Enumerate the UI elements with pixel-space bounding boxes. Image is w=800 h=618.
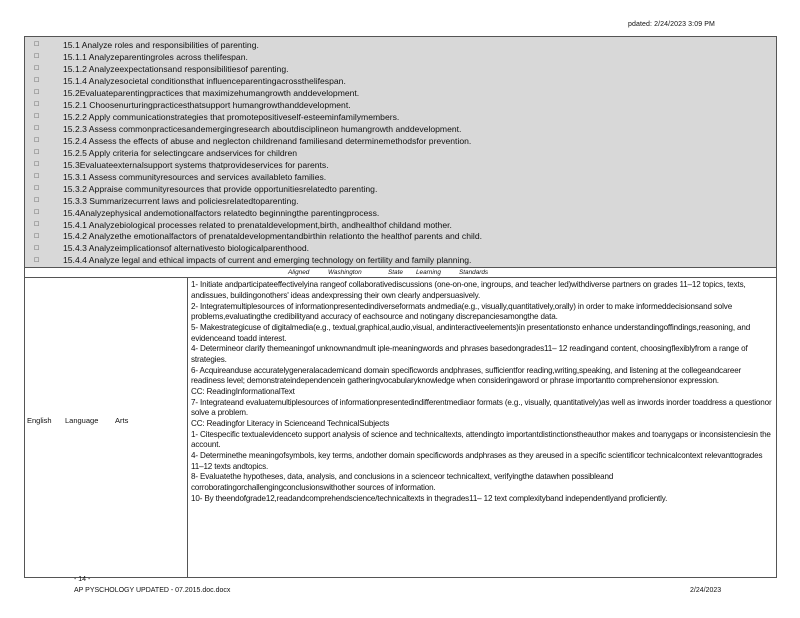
bullet-icon xyxy=(25,89,63,96)
content-paragraph: 7- Integrateand evaluatemultiplesources of informationpresentedindifferentmediaor formats (e.g., visually, quantitatively)as well as inwords inorder toaddress a questionor solve a problem. xyxy=(191,397,772,418)
bullet-icon xyxy=(25,41,63,48)
standard-text: 15.2.5 Apply criteria for selectingcare andservices for children xyxy=(63,147,298,158)
content-paragraph: 6- Acquireanduse accuratelygeneralacademicand domain specificwords andphrases, sufficientfor reading,writing,speaking, and listening at the collegeandcareer readiness level; demonstrateindependencein gatheringvocabularyknowledge when consideringaword or phrase importantto comprehensionor expression. xyxy=(191,365,742,386)
standard-text: 15.4Analyzephysical andemotionalfactors relatedto beginningthe parentingprocess. xyxy=(63,207,380,218)
bullet-icon xyxy=(25,113,63,120)
bullet-icon xyxy=(25,65,63,72)
content-paragraph: CC: Readingfor Literacy in Scienceand TechnicalSubjects xyxy=(191,418,390,428)
standards-list xyxy=(25,37,776,268)
standard-text: 15.3.3 Summarizecurrent laws and policiesrelatedtoparenting. xyxy=(63,195,299,206)
standard-text: 15.1.1 Analyzeparentingroles across thelifespan. xyxy=(63,51,248,62)
subject-word-language: Language xyxy=(65,416,99,426)
standard-text: 15.3Evaluateexternalsupport systems thatprovideservices for parents. xyxy=(63,159,329,170)
standard-row xyxy=(25,99,776,111)
header-state: State xyxy=(388,269,403,277)
standard-row xyxy=(25,147,776,159)
standard-row xyxy=(25,63,776,75)
standard-row xyxy=(25,171,776,183)
standard-text: 15.2.4 Assess the effects of abuse and neglecton childrenand familiesand determinemethodsfor prevention. xyxy=(63,135,472,146)
standard-row xyxy=(25,75,776,87)
standard-text: 15.1.4 Analyzesocietal conditionsthat influenceparentingacrossthelifespan. xyxy=(63,75,346,86)
standard-text: 15.2Evaluateparentingpractices that maximizehumangrowth anddevelopment. xyxy=(63,87,360,98)
bullet-icon xyxy=(25,185,63,192)
standard-row xyxy=(25,87,776,99)
footer-filename: AP PYSCHOLOGY UPDATED - 07.2015.doc.docx xyxy=(74,587,231,594)
header-aligned: Aligned xyxy=(288,269,310,277)
standard-row xyxy=(25,39,776,51)
standard-row xyxy=(25,135,776,147)
header-washington: Washington xyxy=(328,269,362,277)
standard-text: 15.4.3 Analyzeimplicationsof alternativesto biologicalparenthood. xyxy=(63,243,310,254)
standard-row xyxy=(25,254,776,266)
content-paragraph: 11–12 texts andtopics. xyxy=(191,461,269,471)
aligned-standards-content xyxy=(188,278,776,577)
standard-row xyxy=(25,123,776,135)
standard-row xyxy=(25,219,776,231)
standard-text: 15.2.2 Apply communicationstrategies that promotepositiveself-esteeminfamilymembers. xyxy=(63,111,400,122)
standard-row xyxy=(25,242,776,254)
standard-row xyxy=(25,195,776,207)
bullet-icon xyxy=(25,149,63,156)
content-paragraph: 2- Integratemultiplesources of informationpresentedindiverseformats andmedia(e.g., visually,quantitatively,orally) in order to make informeddecisionsand solve problems,evaluatingthe credibilityand accuracy of eachsource and notingany discrepanciesamongthe data. xyxy=(191,301,733,322)
standard-text: 15.2.1 Choosenurturingpracticesthatsupport humangrowthanddevelopment. xyxy=(63,99,351,110)
standard-text: 15.3.2 Appraise communityresources that provide opportunitiesrelatedto parenting. xyxy=(63,183,378,194)
subject-word-english: English xyxy=(27,416,52,426)
standard-text: 15.4.1 Analyzebiological processes related to prenataldevelopment,birth, andhealthof childand mother. xyxy=(63,219,452,230)
header-learning: Learning xyxy=(416,269,441,277)
content-paragraph: 1- Initiate andparticipateeffectivelyina rangeof collaborativediscussions (one-on-one, ingroups, and teacher led)withdiverse partners on grades 11–12 topics, texts, andissues, buildingonothers' ideas andexpressing their own clearly andpersuasively. xyxy=(191,280,746,301)
updated-timestamp: pdated: 2/24/2023 3:09 PM xyxy=(628,21,715,28)
standard-text: 15.1.2 Analyzeexpectationsand responsibilitiesof parenting. xyxy=(63,63,289,74)
header-standards: Standards xyxy=(459,269,489,277)
standard-text: 15.4.4 Analyze legal and ethical impacts of current and emerging technology on fertility and family planning. xyxy=(63,255,472,266)
standard-text: 15.1 Analyze roles and responsibilities of parenting. xyxy=(63,39,259,50)
standard-text: 15.2.3 Assess commonpracticesandemergingresearch aboutdisciplineon humangrowth anddevelopment. xyxy=(63,123,462,134)
standard-row xyxy=(25,183,776,195)
bullet-icon xyxy=(25,257,63,264)
content-paragraph: 4- Determinethe meaningofsymbols, key terms, andother domain specificwords andphrases as they areused in a specific scientificor technicalcontext relevanttogrades xyxy=(191,450,763,460)
bullet-icon xyxy=(25,137,63,144)
standard-row xyxy=(25,111,776,123)
content-paragraph: 5- Makestrategicuse of digitalmedia(e.g., textual,graphical,audio,visual, andinteractiveelements)in presentationsto enhance understandingoffindings,reasoning, and evidenceand toadd interest. xyxy=(191,323,751,343)
standard-text: 15.3.1 Assess communityresources and services availableto families. xyxy=(63,171,327,182)
bullet-icon xyxy=(25,125,63,132)
standards-table xyxy=(24,36,777,578)
standard-row xyxy=(25,51,776,63)
bullet-icon xyxy=(25,161,63,168)
standard-row xyxy=(25,159,776,171)
bullet-icon xyxy=(25,197,63,204)
bullet-icon xyxy=(25,101,63,108)
content-paragraph: 1- Citespecific textualevidenceto support analysis of science and technicaltexts, attendingto importantdistinctionstheauthor makes and toanygaps or inconsistenciesin the account. xyxy=(191,429,771,450)
subject-cell xyxy=(25,278,188,577)
bullet-icon xyxy=(25,53,63,60)
subject-row xyxy=(25,278,776,577)
bullet-icon xyxy=(25,233,63,240)
content-paragraph: 4- Determineor clarify themeaningof unknownandmult iple-meaningwords and phrases basedongrades11– 12 readingand content, choosingflexiblyfrom a range of strategies. xyxy=(191,344,748,364)
bullet-icon xyxy=(25,209,63,216)
bullet-icon xyxy=(25,173,63,180)
content-paragraph: 8- Evaluatethe hypotheses, data, analysis, and conclusions in a scienceor technicaltext, verifyingthe datawhen possibleand corroboratingorchallengingconclusionswithother sources of information. xyxy=(191,472,614,492)
standard-text: 15.4.2 Analyzethe emotionalfactors of prenataldevelopmentandbirthin relationto the healthof parents and child. xyxy=(63,231,482,242)
aligned-standards-header xyxy=(25,268,776,278)
content-paragraph: CC: ReadingInformationalText xyxy=(191,386,295,396)
bullet-icon xyxy=(25,245,63,252)
bullet-icon xyxy=(25,221,63,228)
standard-row xyxy=(25,231,776,243)
standard-row xyxy=(25,207,776,219)
footer-date: 2/24/2023 xyxy=(690,587,722,594)
bullet-icon xyxy=(25,77,63,84)
subject-word-arts: Arts xyxy=(115,416,129,426)
content-paragraph: 10- By theendofgrade12,readandcomprehendscience/technicaltexts in thegrades11– 12 text complexityband independentlyand proficiently. xyxy=(191,493,668,503)
footer-page-number: - 14 - xyxy=(74,576,91,583)
